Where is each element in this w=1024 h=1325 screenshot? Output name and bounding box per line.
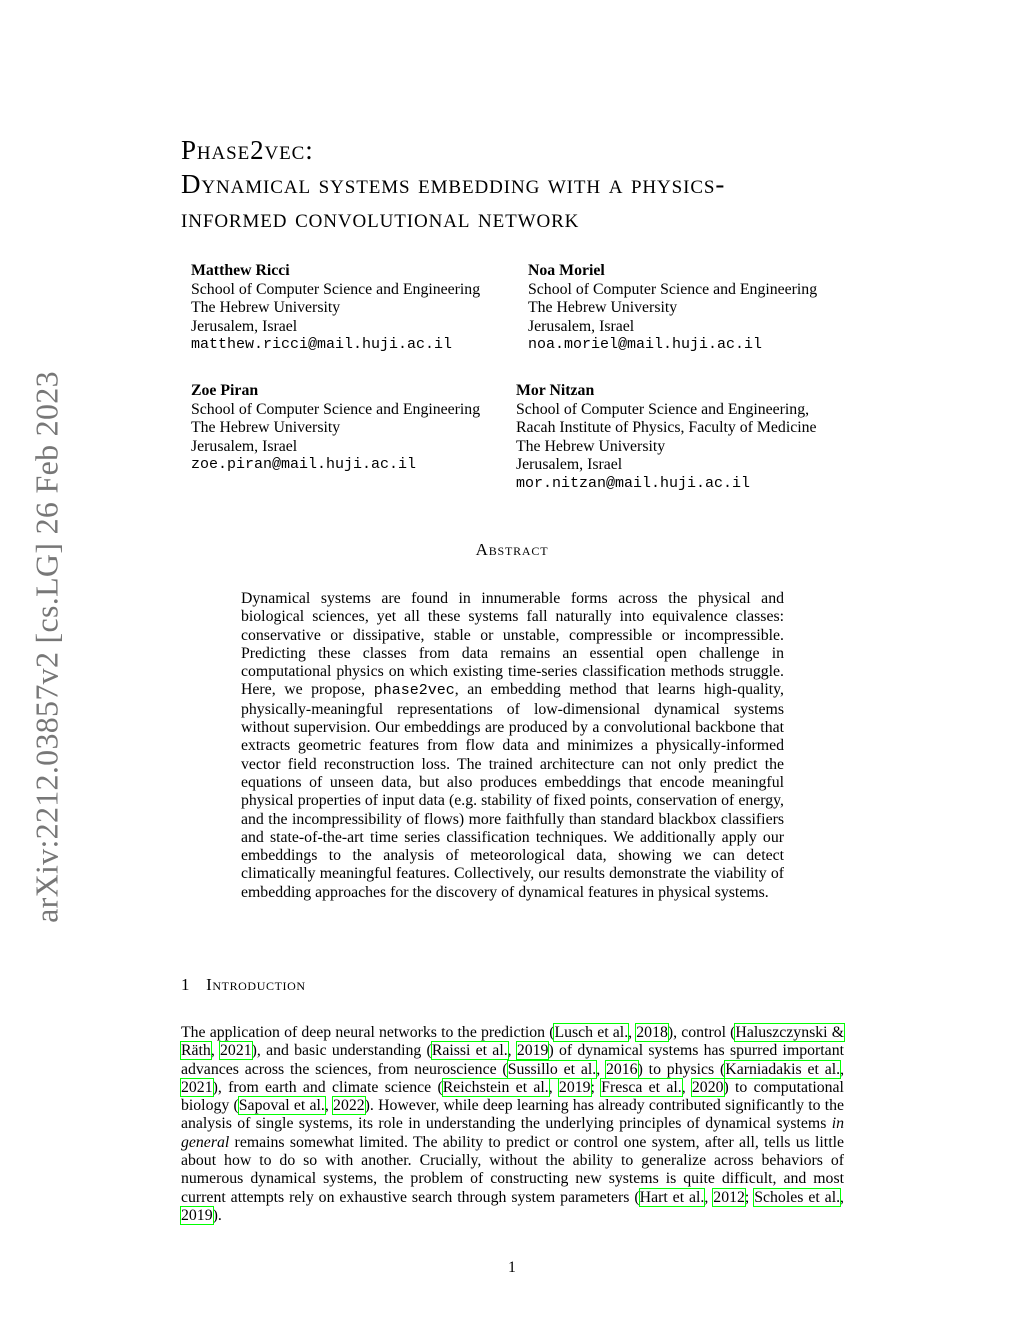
intro-text: ). <box>212 1206 222 1224</box>
title-line-1: Phase2vec: <box>181 135 314 165</box>
title-line-3: informed convolutional network <box>181 203 580 233</box>
author-affiliation: Racah Institute of Physics, Faculty of Medicine <box>516 419 817 436</box>
arxiv-id-text: arXiv:2212.03857v2 [cs.LG] 26 Feb 2023 <box>28 371 65 923</box>
author-email[interactable]: matthew.ricci@mail.huji.ac.il <box>191 336 453 353</box>
author-affiliation: The Hebrew University <box>191 419 341 436</box>
section-number: 1 <box>181 975 191 994</box>
page-number: 1 <box>508 1259 516 1276</box>
author-affiliation: Jerusalem, Israel <box>516 456 623 473</box>
citation-link[interactable]: 2018 <box>636 1024 668 1041</box>
section-heading <box>181 975 306 995</box>
citation-link[interactable]: Sapoval et al. <box>238 1097 325 1115</box>
citation-link[interactable]: Reichstein et al. <box>442 1078 549 1096</box>
citation-link[interactable]: Karniadakis et al. <box>725 1060 841 1078</box>
author-affiliation: School of Computer Science and Engineering <box>191 400 481 418</box>
author-affiliation: The Hebrew University <box>516 437 666 455</box>
citation-link[interactable]: 2021 <box>181 1078 213 1096</box>
intro-text: ), control ( <box>667 1024 736 1041</box>
citation-link[interactable]: 2019 <box>558 1078 591 1096</box>
intro-text: ; <box>590 1078 602 1096</box>
author-email[interactable]: zoe.piran@mail.huji.ac.il <box>191 456 417 473</box>
citation-link[interactable]: Raissi et al. <box>431 1042 508 1060</box>
paper-title <box>181 133 861 235</box>
intro-text: , <box>596 1060 606 1078</box>
intro-text: , <box>548 1078 559 1096</box>
arxiv-identifier <box>27 352 67 942</box>
intro-text: ) of dynamical systems has spurred important advances across the sciences, from neuroscience ( <box>181 1042 844 1078</box>
author-name: Matthew Ricci <box>191 262 290 279</box>
citation-link[interactable]: Fresca et al. <box>601 1078 682 1096</box>
citation-link[interactable]: Lusch et al. <box>554 1024 629 1041</box>
intro-text: remains somewhat limited. The ability to predict or control one system, after all, tells us little about how to do so with another. Crucially, without the ability to generalize across behaviors of numerous dynamical systems, the problem of constructing new systems is quite difficult, and most current attempts rely on exhaustive search through system parameters ( <box>181 1133 844 1206</box>
intro-text: , <box>681 1078 692 1096</box>
intro-text: , <box>324 1097 334 1115</box>
author-affiliation: Jerusalem, Israel <box>191 317 298 335</box>
citation-link[interactable]: Sussillo et al. <box>507 1060 597 1078</box>
abstract-heading: Abstract <box>475 540 549 559</box>
citation-link[interactable]: 2020 <box>691 1078 724 1096</box>
intro-text: The application of deep neural networks to the prediction ( <box>181 1024 555 1041</box>
author-affiliation: Jerusalem, Israel <box>191 437 298 455</box>
author-block <box>191 382 480 475</box>
author-block <box>528 262 817 355</box>
intro-text: , <box>628 1024 637 1041</box>
author-block <box>516 382 817 493</box>
intro-text: ), from earth and climate science ( <box>212 1078 443 1096</box>
citation-link[interactable]: Hart et al. <box>639 1188 705 1206</box>
intro-text: , <box>507 1042 517 1060</box>
author-affiliation: School of Computer Science and Engineering, <box>516 400 810 418</box>
intro-text: , <box>840 1060 845 1078</box>
title-line-2: Dynamical systems embedding with a physics- <box>181 169 726 199</box>
citation-link[interactable]: 2019 <box>181 1206 213 1224</box>
introduction-paragraph <box>181 1024 844 1225</box>
intro-text: ) to physics ( <box>637 1060 726 1078</box>
author-name: Mor Nitzan <box>516 382 595 399</box>
intro-text: , <box>210 1042 221 1060</box>
author-name: Zoe Piran <box>191 382 259 399</box>
abstract-body <box>241 590 784 902</box>
author-affiliation: The Hebrew University <box>191 299 341 316</box>
author-email[interactable]: mor.nitzan@mail.huji.ac.il <box>516 474 751 492</box>
author-email[interactable]: noa.moriel@mail.huji.ac.il <box>528 336 763 353</box>
citation-link[interactable]: 2012 <box>713 1188 745 1206</box>
abstract-text: Dynamical systems are found in innumerable forms across the physical and biological sciences, yet all these systems fall naturally into equivalence classes: conservative or dissipative, stable or unstable, compressible or incompressible. Predicting these classes from data remains an essential open challenge in computational physics on which existing time-series classification methods struggle. Here, we propose, <box>241 590 784 699</box>
citation-link[interactable]: Haluszczynski & Räth <box>181 1024 844 1060</box>
author-block <box>191 262 480 355</box>
citation-link[interactable]: 2019 <box>516 1042 549 1060</box>
author-affiliation: Jerusalem, Israel <box>528 317 635 335</box>
citation-link[interactable]: Scholes et al. <box>754 1188 841 1206</box>
intro-text: ; <box>744 1188 755 1206</box>
method-name: phase2vec <box>373 682 455 700</box>
author-name: Noa Moriel <box>528 262 605 279</box>
author-affiliation: The Hebrew University <box>528 299 678 316</box>
intro-text: ), and basic understanding ( <box>251 1042 432 1060</box>
intro-text: , <box>840 1188 844 1206</box>
section-title: Introduction <box>206 975 306 994</box>
author-affiliation: School of Computer Science and Engineering <box>528 280 818 298</box>
citation-link[interactable]: 2021 <box>220 1042 252 1060</box>
emphasis-text: in general <box>181 1115 844 1151</box>
intro-text: ) to computational biology ( <box>181 1078 844 1115</box>
abstract-text: , an embedding method that learns high-quality, physically-meaningful representations of low-dimensional dynamical systems without supervision. Our embeddings are produced by a convolutional backbone that extracts geometric features from flow data and minimizes a physically-informed vector field reconstruction loss. The trained architecture can not only predict the equations of unseen data, but also produces embeddings that encode meaningful physical properties of input data (e.g. stability of fixed points, conservation of energy, and the incompressibility of flows) more faithfully than standard blackbox classifiers and state-of-the-art time series classification techniques. We additionally apply our embeddings to the analysis of meteorological data, showing we can detect climatically meaningful features. Collectively, our results demonstrate the viability of embedding approaches for the discovery of dynamical features in physical systems. <box>241 681 784 901</box>
intro-text: ). However, while deep learning has already contributed significantly to the analysis of single systems, its role in understanding the underlying principles of dynamical systems <box>181 1097 845 1133</box>
citation-link[interactable]: 2016 <box>605 1060 638 1078</box>
intro-text: , <box>704 1188 714 1206</box>
author-affiliation: School of Computer Science and Engineering <box>191 280 481 298</box>
citation-link[interactable]: 2022 <box>333 1097 365 1115</box>
